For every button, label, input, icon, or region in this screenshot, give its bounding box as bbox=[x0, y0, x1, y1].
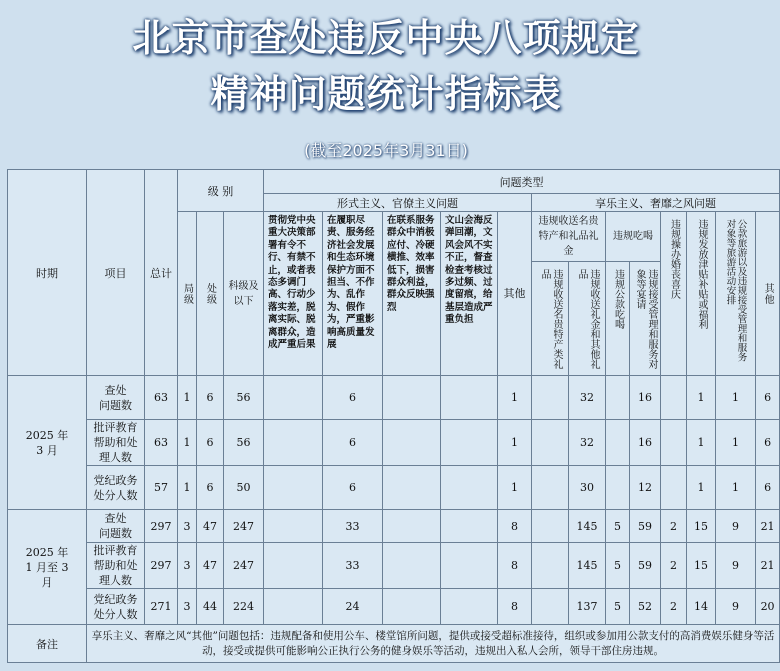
header-formalism-other: 其他 bbox=[498, 212, 532, 376]
value-cell-h1 bbox=[532, 543, 569, 589]
value-cell-h2: 137 bbox=[569, 589, 606, 625]
value-cell-f4 bbox=[441, 420, 498, 466]
value-cell-h6: 14 bbox=[687, 589, 716, 625]
value-cell-h6: 15 bbox=[687, 510, 716, 543]
note-text: 享乐主义、奢靡之风“其他”问题包括：违规配备和使用公车、楼堂馆所问题，提供或接受超标准接待，组织或参加用公款支付的高消费娱乐健身等活动，接受或提供可能影响公正执行公务的健身娱乐等活动，违规出入私人会所，领导干部住房违规。 bbox=[87, 625, 780, 663]
value-cell-h7: 1 bbox=[716, 420, 756, 466]
value-cell-h7: 9 bbox=[716, 589, 756, 625]
header-item: 项目 bbox=[87, 170, 145, 376]
value-cell-f4 bbox=[441, 589, 498, 625]
value-cell-section: 247 bbox=[224, 510, 264, 543]
value-cell-h_other: 21 bbox=[756, 510, 780, 543]
value-cell-division: 47 bbox=[197, 543, 224, 589]
value-cell-f1 bbox=[264, 466, 323, 510]
value-cell-h1 bbox=[532, 376, 569, 420]
value-cell-h3 bbox=[606, 376, 630, 420]
header-hedonism-3: 违规公款吃喝 bbox=[606, 262, 630, 376]
value-cell-h7: 9 bbox=[716, 543, 756, 589]
header-dining-group: 违规吃喝 bbox=[606, 212, 661, 262]
header-hedonism-5: 违规操办婚丧喜庆 bbox=[661, 212, 687, 376]
value-cell-h3: 5 bbox=[606, 510, 630, 543]
value-cell-h5 bbox=[661, 466, 687, 510]
table-row bbox=[8, 466, 780, 510]
header-formalism: 形式主义、官僚主义问题 bbox=[264, 194, 532, 212]
statistics-table bbox=[7, 169, 780, 663]
page-title-line1: 北京市查处违反中央八项规定 bbox=[132, 16, 640, 60]
value-cell-f2: 6 bbox=[323, 420, 383, 466]
value-cell-h3: 5 bbox=[606, 543, 630, 589]
header-period: 时期 bbox=[8, 170, 87, 376]
table-body bbox=[8, 376, 780, 625]
value-cell-h2: 145 bbox=[569, 510, 606, 543]
header-formalism-1: 贯彻党中央重大决策部署有令不行、有禁不止，或者表态多调门高、行动少落实差，脱离实际、脱离群众，造成严重后果 bbox=[264, 212, 323, 376]
value-cell-f2: 6 bbox=[323, 376, 383, 420]
value-cell-f3 bbox=[383, 420, 441, 466]
value-cell-division: 47 bbox=[197, 510, 224, 543]
value-cell-section: 50 bbox=[224, 466, 264, 510]
value-cell-h3: 5 bbox=[606, 589, 630, 625]
value-cell-f2: 6 bbox=[323, 466, 383, 510]
value-cell-f4 bbox=[441, 376, 498, 420]
value-cell-f1 bbox=[264, 420, 323, 466]
value-cell-h5: 2 bbox=[661, 543, 687, 589]
value-cell-total: 63 bbox=[145, 420, 178, 466]
value-cell-total: 297 bbox=[145, 543, 178, 589]
value-cell-division: 44 bbox=[197, 589, 224, 625]
header-hedonism-2: 违规收送礼金和其他礼品 bbox=[569, 262, 606, 376]
value-cell-h6: 15 bbox=[687, 543, 716, 589]
value-cell-h1 bbox=[532, 466, 569, 510]
value-cell-h1 bbox=[532, 589, 569, 625]
value-cell-f_other: 8 bbox=[498, 589, 532, 625]
value-cell-h1 bbox=[532, 420, 569, 466]
value-cell-h_other: 20 bbox=[756, 589, 780, 625]
table-row bbox=[8, 589, 780, 625]
value-cell-h3 bbox=[606, 420, 630, 466]
header-hedonism-6: 违规发放津贴补贴或福利 bbox=[687, 212, 716, 376]
value-cell-f1 bbox=[264, 510, 323, 543]
value-cell-f2: 24 bbox=[323, 589, 383, 625]
header-level-division: 处级 bbox=[197, 212, 224, 376]
value-cell-h7: 1 bbox=[716, 376, 756, 420]
value-cell-bureau: 1 bbox=[178, 376, 197, 420]
table-row bbox=[8, 510, 780, 543]
value-cell-f_other: 1 bbox=[498, 420, 532, 466]
value-cell-f3 bbox=[383, 376, 441, 420]
item-cell: 党纪政务 处分人数 bbox=[87, 589, 145, 625]
value-cell-h4: 16 bbox=[630, 376, 661, 420]
header-problem-type: 问题类型 bbox=[264, 170, 780, 194]
value-cell-bureau: 3 bbox=[178, 543, 197, 589]
value-cell-f1 bbox=[264, 543, 323, 589]
value-cell-h_other: 6 bbox=[756, 420, 780, 466]
value-cell-f3 bbox=[383, 510, 441, 543]
value-cell-h6: 1 bbox=[687, 466, 716, 510]
subtitle-date: (截至2025年3月31日) bbox=[304, 141, 468, 160]
table-row bbox=[8, 543, 780, 589]
value-cell-f1 bbox=[264, 376, 323, 420]
note-label: 备注 bbox=[8, 625, 87, 663]
value-cell-h5 bbox=[661, 420, 687, 466]
value-cell-f4 bbox=[441, 466, 498, 510]
value-cell-section: 224 bbox=[224, 589, 264, 625]
value-cell-f3 bbox=[383, 466, 441, 510]
item-cell: 查处 问题数 bbox=[87, 376, 145, 420]
value-cell-total: 271 bbox=[145, 589, 178, 625]
header-level-bureau: 局级 bbox=[178, 212, 197, 376]
period-cell: 2025 年 1 月至 3 月 bbox=[8, 510, 87, 625]
value-cell-h7: 9 bbox=[716, 510, 756, 543]
value-cell-h7: 1 bbox=[716, 466, 756, 510]
value-cell-h2: 32 bbox=[569, 376, 606, 420]
value-cell-h6: 1 bbox=[687, 376, 716, 420]
value-cell-f1 bbox=[264, 589, 323, 625]
value-cell-division: 6 bbox=[197, 466, 224, 510]
header bbox=[0, 0, 772, 168]
value-cell-h4: 12 bbox=[630, 466, 661, 510]
header-hedonism-1: 违规收送名贵特产类礼品 bbox=[532, 262, 569, 376]
value-cell-h3 bbox=[606, 466, 630, 510]
value-cell-f2: 33 bbox=[323, 543, 383, 589]
header-hedonism: 享乐主义、奢靡之风问题 bbox=[532, 194, 780, 212]
value-cell-bureau: 1 bbox=[178, 466, 197, 510]
item-cell: 查处 问题数 bbox=[87, 510, 145, 543]
value-cell-f_other: 8 bbox=[498, 543, 532, 589]
value-cell-h4: 16 bbox=[630, 420, 661, 466]
value-cell-h1 bbox=[532, 510, 569, 543]
value-cell-f_other: 1 bbox=[498, 376, 532, 420]
value-cell-section: 56 bbox=[224, 420, 264, 466]
value-cell-h5: 2 bbox=[661, 589, 687, 625]
value-cell-total: 57 bbox=[145, 466, 178, 510]
value-cell-f_other: 8 bbox=[498, 510, 532, 543]
header-hedonism-4: 违规接受管理和服务对象等宴请 bbox=[630, 262, 661, 376]
header-level: 级 别 bbox=[178, 170, 264, 212]
value-cell-h_other: 6 bbox=[756, 376, 780, 420]
value-cell-h5 bbox=[661, 376, 687, 420]
table-row bbox=[8, 376, 780, 420]
item-cell: 批评教育 帮助和处 理人数 bbox=[87, 420, 145, 466]
value-cell-f4 bbox=[441, 510, 498, 543]
value-cell-h2: 145 bbox=[569, 543, 606, 589]
header-formalism-3: 在联系服务群众中消极应付、冷硬横推、效率低下，损害群众利益，群众反映强烈 bbox=[383, 212, 441, 376]
value-cell-h4: 59 bbox=[630, 510, 661, 543]
value-cell-section: 56 bbox=[224, 376, 264, 420]
value-cell-section: 247 bbox=[224, 543, 264, 589]
value-cell-h5: 2 bbox=[661, 510, 687, 543]
value-cell-h4: 52 bbox=[630, 589, 661, 625]
value-cell-total: 297 bbox=[145, 510, 178, 543]
value-cell-f3 bbox=[383, 589, 441, 625]
header-level-section: 科级及以下 bbox=[224, 212, 264, 376]
item-cell: 党纪政务 处分人数 bbox=[87, 466, 145, 510]
table-row bbox=[8, 420, 780, 466]
value-cell-f_other: 1 bbox=[498, 466, 532, 510]
header-gifts-group: 违规收送名贵特产和礼品礼金 bbox=[532, 212, 606, 262]
value-cell-division: 6 bbox=[197, 376, 224, 420]
value-cell-h_other: 6 bbox=[756, 466, 780, 510]
value-cell-bureau: 3 bbox=[178, 589, 197, 625]
value-cell-total: 63 bbox=[145, 376, 178, 420]
value-cell-f2: 33 bbox=[323, 510, 383, 543]
item-cell: 批评教育 帮助和处 理人数 bbox=[87, 543, 145, 589]
value-cell-h2: 32 bbox=[569, 420, 606, 466]
header-formalism-2: 在履职尽责、服务经济社会发展和生态环境保护方面不担当、不作为、乱作为、假作为，严重影响高质量发展 bbox=[323, 212, 383, 376]
header-formalism-4: 文山会海反弹回潮，文风会风不实不正，督查检查考核过多过频、过度留痕，给基层造成严重负担 bbox=[441, 212, 498, 376]
period-cell: 2025 年 3 月 bbox=[8, 376, 87, 510]
value-cell-h6: 1 bbox=[687, 420, 716, 466]
header-hedonism-7: 公款旅游以及违规接受管理和服务对象等旅游活动安排 bbox=[716, 212, 756, 376]
value-cell-division: 6 bbox=[197, 420, 224, 466]
value-cell-f4 bbox=[441, 543, 498, 589]
header-hedonism-other: 其他 bbox=[756, 212, 780, 376]
value-cell-h4: 59 bbox=[630, 543, 661, 589]
value-cell-h2: 30 bbox=[569, 466, 606, 510]
page-title-line2: 精神问题统计指标表 bbox=[210, 72, 562, 116]
value-cell-bureau: 3 bbox=[178, 510, 197, 543]
value-cell-bureau: 1 bbox=[178, 420, 197, 466]
header-total: 总计 bbox=[145, 170, 178, 376]
value-cell-h_other: 21 bbox=[756, 543, 780, 589]
value-cell-f3 bbox=[383, 543, 441, 589]
